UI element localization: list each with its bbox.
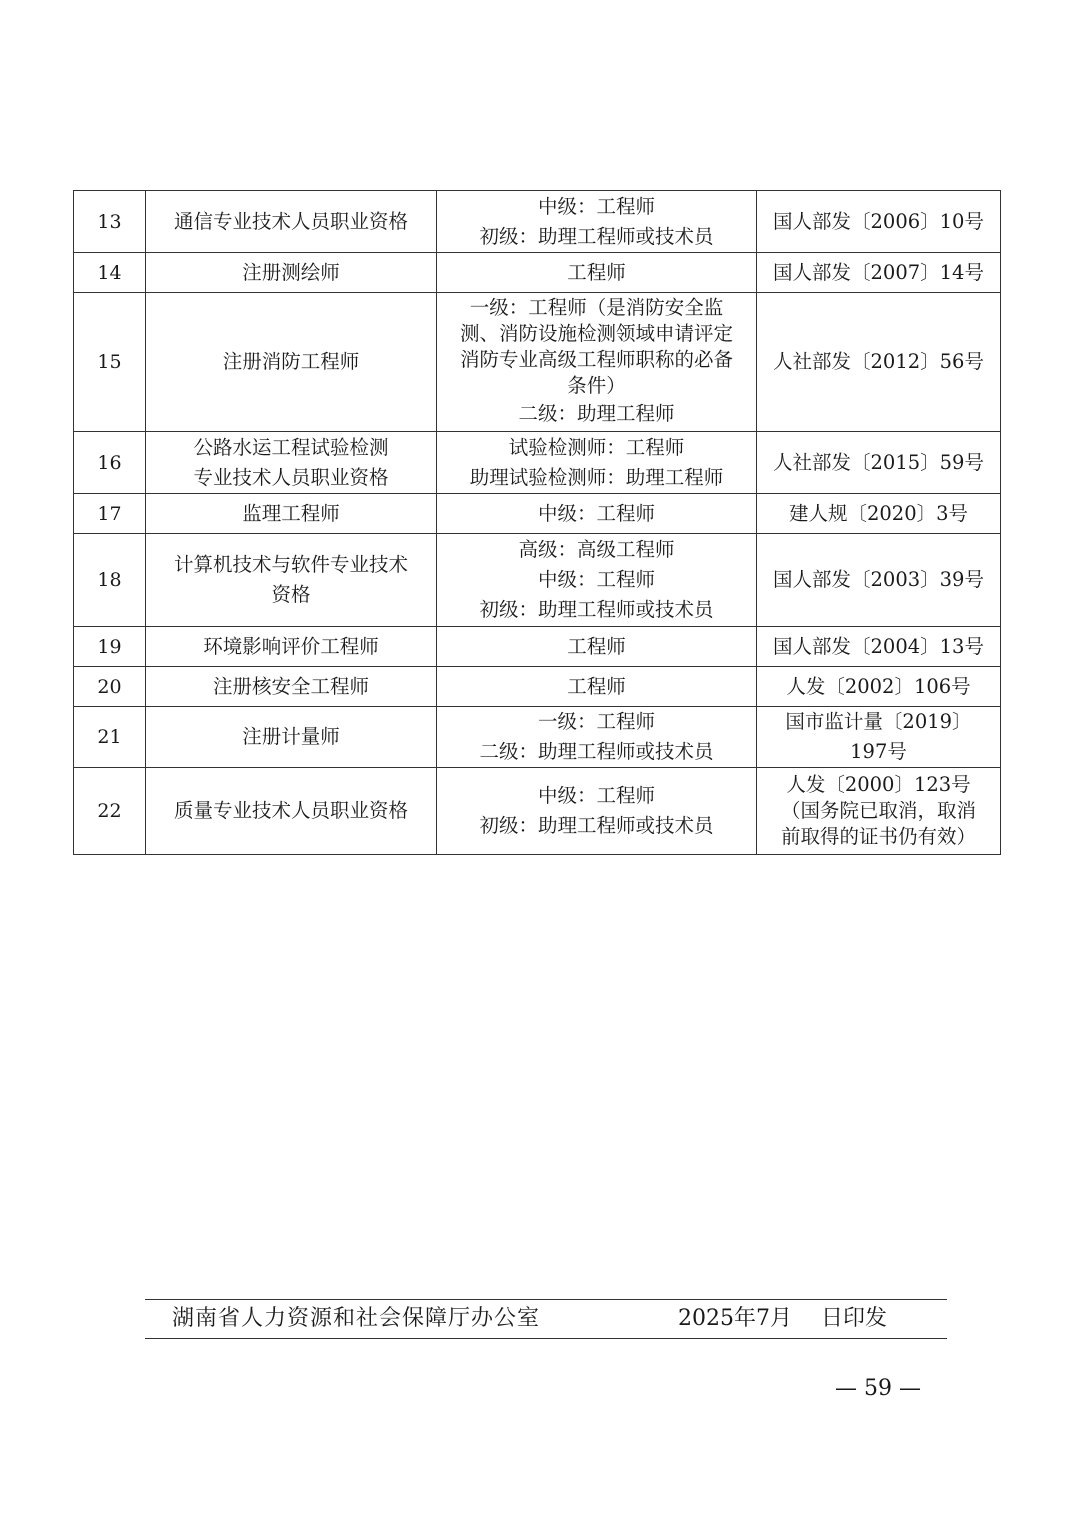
issuing-office: 湖南省人力资源和社会保障厅办公室 xyxy=(172,1306,541,1331)
row-number-cell: 18 xyxy=(74,534,146,627)
cell-line: 197号 xyxy=(850,740,907,763)
cell-line: 中级：工程师 xyxy=(537,784,655,807)
qualification-name-cell xyxy=(146,494,437,534)
footer-imprint xyxy=(145,1299,947,1339)
row-number-cell: 21 xyxy=(74,707,146,768)
table-row xyxy=(74,707,1001,768)
cell-line: 高级：高级工程师 xyxy=(518,538,675,561)
qualification-table xyxy=(73,190,1001,855)
cell-line: 工程师 xyxy=(567,634,626,658)
cell-line: 公路水运工程试验检测 xyxy=(193,435,389,459)
table-row xyxy=(74,191,1001,253)
title-level-cell xyxy=(437,494,757,534)
cell-line: 人社部发〔2015〕59号 xyxy=(773,450,984,474)
qualification-name-cell xyxy=(146,534,437,627)
table-row xyxy=(74,627,1001,667)
qualification-name-cell xyxy=(146,253,437,293)
row-number-cell: 14 xyxy=(74,253,146,293)
document-number-cell xyxy=(757,494,1001,534)
cell-line: 前取得的证书仍有效） xyxy=(780,825,976,848)
row-number-cell: 20 xyxy=(74,667,146,707)
cell-line: 中级：工程师 xyxy=(537,568,655,591)
document-number-cell xyxy=(757,293,1001,432)
row-number-cell: 19 xyxy=(74,627,146,667)
cell-line: 国人部发〔2007〕14号 xyxy=(773,260,984,284)
cell-line: 注册核安全工程师 xyxy=(212,674,369,698)
cell-line: 监理工程师 xyxy=(242,501,340,525)
title-level-cell xyxy=(437,627,757,667)
cell-line: 人发〔2000〕123号 xyxy=(786,773,971,796)
cell-line: 二级：助理工程师 xyxy=(518,402,675,425)
cell-line: 国市监计量〔2019〕 xyxy=(785,710,972,733)
cell-line: 一级：工程师（是消防安全监 xyxy=(469,296,724,319)
cell-line: 助理试验检测师：助理工程师 xyxy=(469,465,724,489)
cell-line: 工程师 xyxy=(567,260,626,284)
qualification-name-cell xyxy=(146,707,437,768)
cell-line: 人社部发〔2012〕56号 xyxy=(773,350,984,373)
qualification-name-cell xyxy=(146,432,437,494)
cell-line: 工程师 xyxy=(567,674,626,698)
row-number-cell: 22 xyxy=(74,768,146,855)
title-level-cell xyxy=(437,707,757,768)
page-number: — 59 — xyxy=(835,1376,921,1401)
cell-line: 注册计量师 xyxy=(242,725,340,748)
title-level-cell xyxy=(437,191,757,253)
table-row xyxy=(74,494,1001,534)
cell-line: 试验检测师：工程师 xyxy=(508,435,685,459)
qualification-name-cell xyxy=(146,627,437,667)
document-number-cell xyxy=(757,253,1001,293)
table-row xyxy=(74,534,1001,627)
document-number-cell xyxy=(757,432,1001,494)
qualification-table-body xyxy=(74,191,1001,855)
cell-line: 中级：工程师 xyxy=(537,194,655,218)
qualification-name-cell xyxy=(146,293,437,432)
cell-line: 建人规〔2020〕3号 xyxy=(788,501,969,525)
title-level-cell xyxy=(437,293,757,432)
row-number-cell: 15 xyxy=(74,293,146,432)
document-number-cell xyxy=(757,627,1001,667)
title-level-cell xyxy=(437,253,757,293)
title-level-cell xyxy=(437,432,757,494)
row-number-cell: 13 xyxy=(74,191,146,253)
cell-line: 初级：助理工程师或技术员 xyxy=(479,814,714,837)
cell-line: 条件） xyxy=(567,374,626,397)
cell-line: （国务院已取消，取消 xyxy=(780,799,976,822)
title-level-cell xyxy=(437,768,757,855)
table-row xyxy=(74,253,1001,293)
table-row xyxy=(74,768,1001,855)
cell-line: 国人部发〔2004〕13号 xyxy=(773,634,984,658)
title-level-cell xyxy=(437,667,757,707)
cell-line: 一级：工程师 xyxy=(537,710,655,733)
cell-line: 初级：助理工程师或技术员 xyxy=(479,224,714,248)
cell-line: 注册消防工程师 xyxy=(222,350,360,373)
table-row xyxy=(74,293,1001,432)
qualification-name-cell xyxy=(146,667,437,707)
document-number-cell xyxy=(757,667,1001,707)
table-row xyxy=(74,432,1001,494)
document-number-cell xyxy=(757,191,1001,253)
cell-line: 国人部发〔2006〕10号 xyxy=(773,209,984,233)
document-number-cell xyxy=(757,768,1001,855)
cell-line: 环境影响评价工程师 xyxy=(203,634,379,658)
cell-line: 国人部发〔2003〕39号 xyxy=(773,568,984,591)
print-date: 2025年7月 日印发 xyxy=(678,1306,887,1331)
cell-line: 通信专业技术人员职业资格 xyxy=(173,209,408,233)
row-number-cell: 17 xyxy=(74,494,146,534)
qualification-name-cell xyxy=(146,768,437,855)
cell-line: 消防专业高级工程师职称的必备 xyxy=(459,348,733,371)
cell-line: 注册测绘师 xyxy=(242,260,340,284)
cell-line: 资格 xyxy=(271,583,311,606)
cell-line: 计算机技术与软件专业技术 xyxy=(173,553,408,576)
cell-line: 中级：工程师 xyxy=(537,501,655,525)
cell-line: 初级：助理工程师或技术员 xyxy=(479,598,714,621)
cell-line: 专业技术人员职业资格 xyxy=(193,465,389,489)
table-row xyxy=(74,667,1001,707)
row-number-cell: 16 xyxy=(74,432,146,494)
document-number-cell xyxy=(757,707,1001,768)
document-number-cell xyxy=(757,534,1001,627)
cell-line: 二级：助理工程师或技术员 xyxy=(479,740,714,763)
qualification-name-cell xyxy=(146,191,437,253)
cell-line: 质量专业技术人员职业资格 xyxy=(173,799,408,822)
cell-line: 人发〔2002〕106号 xyxy=(786,674,971,698)
cell-line: 测、消防设施检测领域申请评定 xyxy=(459,322,733,345)
title-level-cell xyxy=(437,534,757,627)
